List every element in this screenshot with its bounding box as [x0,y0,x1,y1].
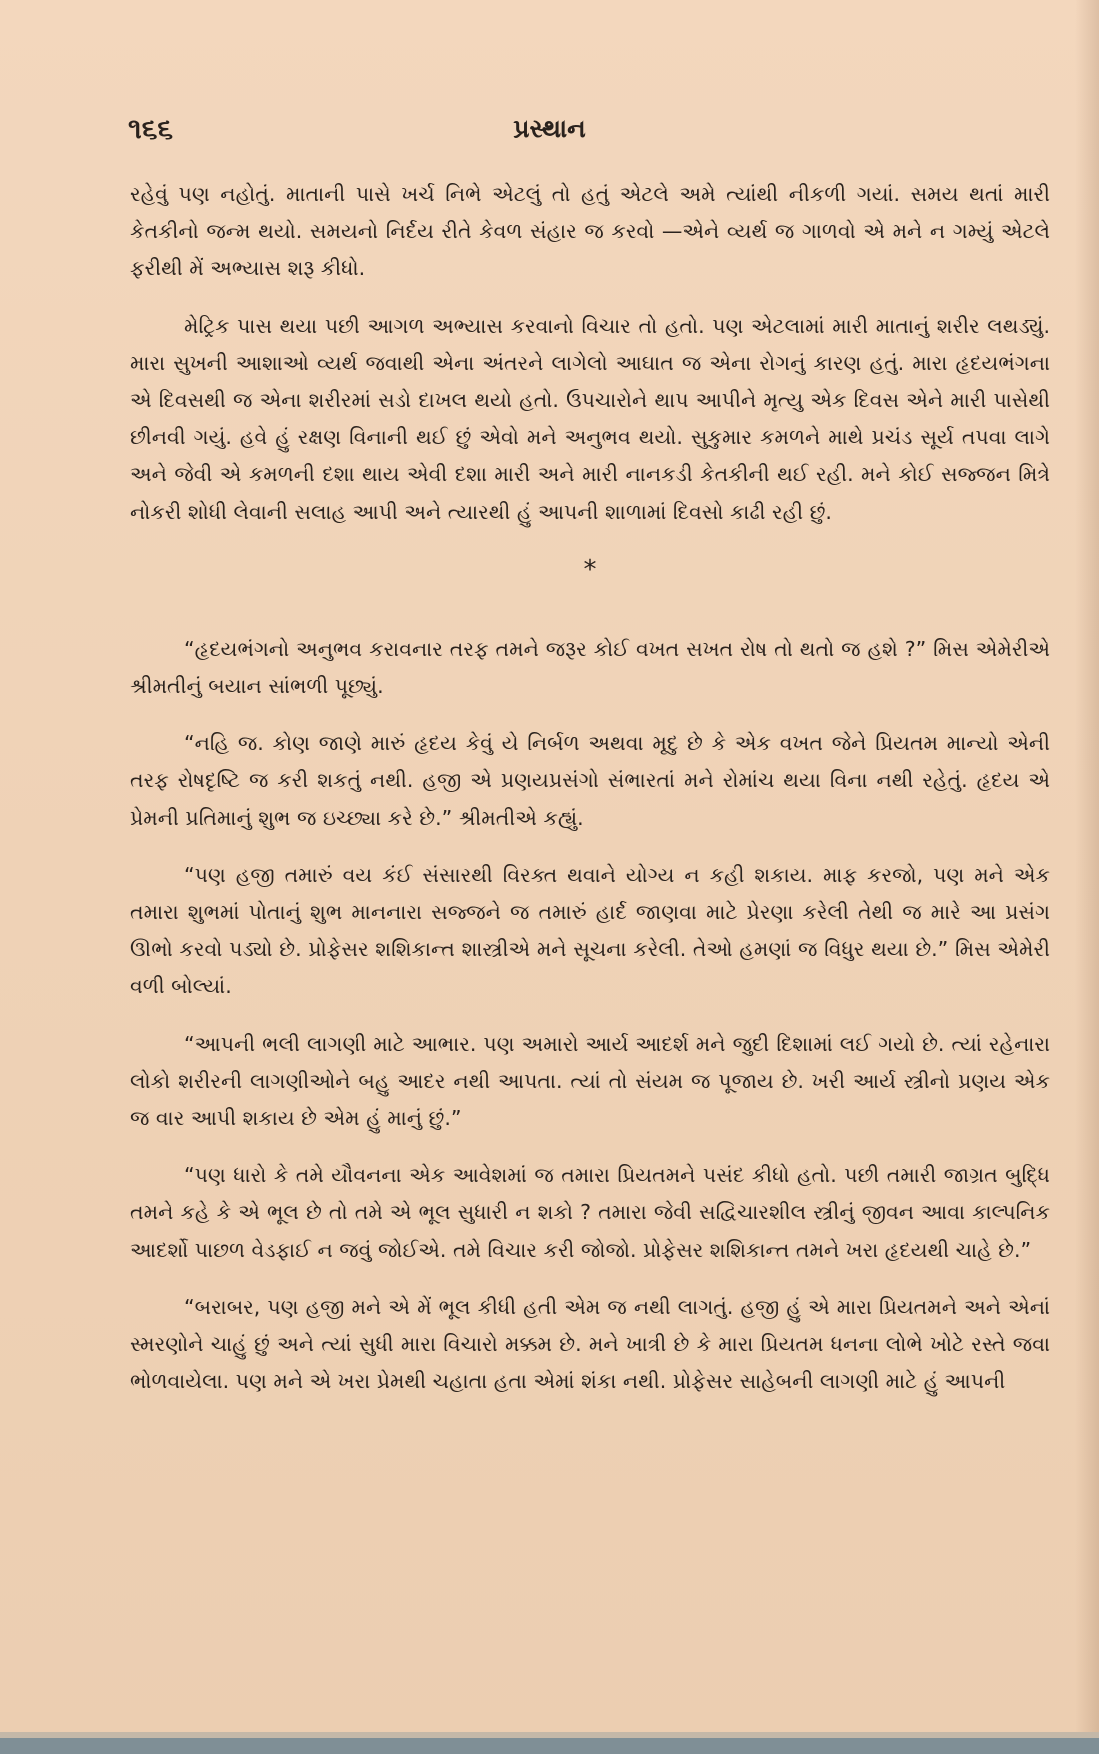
paragraph: રહેવું પણ નહોતું. માતાની પાસે ખર્ચ નિભે એટલું તો હતું એટલે અમે ત્યાંથી નીકળી ગયાં. સમય થતાં મારી કેતકીનો જન્મ થયો. સમયનો નિર્દય રીતે કેવળ સંહાર જ કરવો —એને વ્યર્થ જ ગાળવો એ મને ન ગમ્યું એટલે ફરીથી મેં અભ્યાસ શરૂ કીધો. [130,182,1050,281]
paragraph: “આપની ભલી લાગણી માટે આભાર. પણ અમારો આર્ય આદર્શ મને જુદી દિશામાં લઈ ગયો છે. ત્યાં રહેનારા લોકો શરીરની લાગણીઓને બહુ આદર નથી આપતા. ત્યાં તો સંયમ જ પૂજાય છે. ખરી આર્ય સ્ત્રીનો પ્રણય એક જ વાર આપી શકાય છે એમ હું માનું છું.” [130,1031,1050,1131]
page-body [130,176,1050,1420]
paragraph: “પણ હજી તમારું વય કંઈ સંસારથી વિરક્ત થવાને યોગ્ય ન કહી શકાય. માફ કરજો, પણ મને એક તમારા શુભમાં પોતાનું શુભ માનનારા સજ્જને જ તમારું હાર્દ જાણવા માટે પ્રેરણા કરેલી તેથી જ મારે આ પ્રસંગ ઊભો કરવો પડ્યો છે. પ્રોફેસર શશિકાન્ત શાસ્ત્રીએ મને સૂચના કરેલી. તેઓ હમણાં જ વિધુર થયા છે.” મિસ એમેરી વળી બોલ્યાં. [130,862,1050,999]
page-edge-shadow [1075,0,1099,1754]
page-header [128,112,971,152]
running-title: પ્રસ્થાન [513,114,586,143]
paragraph: “બરાબર, પણ હજી મને એ મેં ભૂલ કીધી હતી એમ જ નથી લાગતું. હજી હું એ મારા પ્રિયતમને અને એનાં સ્મરણોને ચાહું છું અને ત્યાં સુધી મારા વિચારો મક્કમ છે. મને ખાત્રી છે કે મારા પ્રિયતમ ધનના લોભે ખોટે રસ્તે જવા ભોળવાયેલા. પણ મને એ ખરા પ્રેમથી ચહાતા હતા એમાં શંકા નથી. પ્રોફેસર સાહેબની લાગણી માટે હું આપની [130,1294,1050,1394]
section-separator: * [583,554,597,585]
scan-bottom-edge [0,1732,1099,1754]
paragraph: “નહિ જ. કોણ જાણે મારું હૃદય કેવું યે નિર્બળ અથવા મૃદુ છે કે એક વખત જેને પ્રિયતમ માન્યો એની તરફ રોષદૃષ્ટિ જ કરી શકતું નથી. હજી એ પ્રણયપ્રસંગો સંભારતાં મને રોમાંચ થયા વિના નથી રહેતું. હૃદય એ પ્રેમની પ્રતિમાનું શુભ જ ઇચ્છ્યા કરે છે.” શ્રીમતીએ કહ્યું. [130,731,1050,830]
page-number: ૧૬૬ [128,112,174,145]
paragraph: “હૃદયભંગનો અનુભવ કરાવનાર તરફ તમને જરૂર કોઈ વખત સખત રોષ તો થતો જ હશે ?” મિસ એમેરીએ શ્રીમતીનું બયાન સાંભળી પૂછ્યું. [130,636,1050,699]
paragraph: “પણ ધારો કે તમે યૌવનના એક આવેશમાં જ તમારા પ્રિયતમને પસંદ કીધો હતો. પછી તમારી જાગ્રત બુદ્ધિ તમને કહે કે એ ભૂલ છે તો તમે એ ભૂલ સુધારી ન શકો ? તમારા જેવી સદ્વિચારશીલ સ્ત્રીનું જીવન આવા કાલ્પનિક આદર્શો પાછળ વેડફાઈ ન જવું જોઈએ. તમે વિચાર કરી જોજો. પ્રોફેસર શશિકાન્ત તમને ખરા હૃદયથી ચાહે છે.” [130,1163,1050,1262]
paragraph: મેટ્રિક પાસ થયા પછી આગળ અભ્યાસ કરવાનો વિચાર તો હતો. પણ એટલામાં મારી માતાનું શરીર લથડ્યું. મારા સુખની આશાઓ વ્યર્થ જવાથી એના અંતરને લાગેલો આઘાત જ એના રોગનું કારણ હતું. મારા હૃદયભંગના એ દિવસથી જ એના શરીરમાં સડો દાખલ થયો હતો. ઉપચારોને થાપ આપીને મૃત્યુ એક દિવસ એને મારી પાસેથી છીનવી ગયું. હવે હું રક્ષણ વિનાની થઈ છું એવો મને અનુભવ થયો. સુકુમાર કમળને માથે પ્રચંડ સૂર્ય તપવા લાગે અને જેવી એ કમળની દશા થાય એવી દશા મારી અને મારી નાનકડી કેતકીની થઈ રહી. મને કોઈ સજ્જન મિત્રે નોકરી શોધી લેવાની સલાહ આપી અને ત્યારથી હું આપની શાળામાં દિવસો કાઢી રહી છું. [130,313,1050,524]
